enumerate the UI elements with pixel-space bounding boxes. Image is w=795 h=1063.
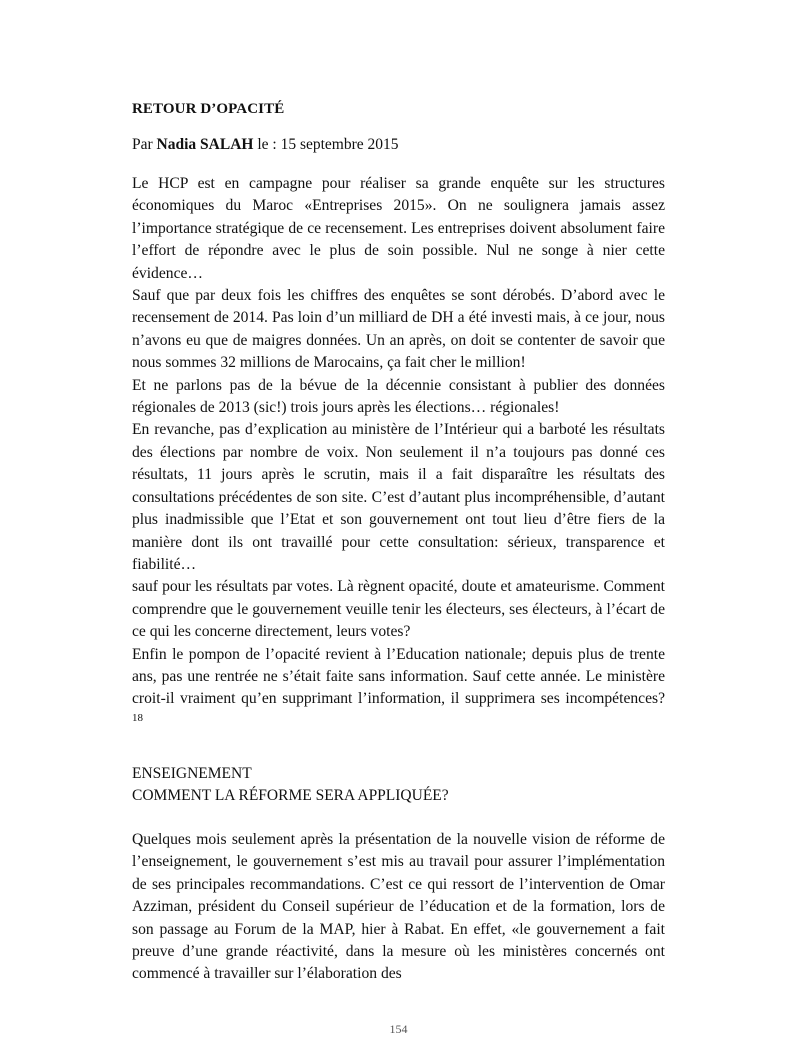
article-paragraph: sauf pour les résultats par votes. Là règnent opacité, doute et amateurisme. Comment comprendre que le gouvernement veuille tenir les électeurs, ses électeurs, à l’écart de ce qui les concerne directement, leurs votes? xyxy=(132,578,665,641)
article-paragraph-last xyxy=(132,644,665,734)
article-paragraph-text: Enfin le pompon de l’opacité revient à l’Education nationale; depuis plus de trente ans, pas une rentrée ne s’était faite sans information. Sauf cette année. Le ministère croit-il vraiment qu’en supprimant l’information, il supprimera ses incompétences? xyxy=(132,645,665,708)
article-paragraph: En revanche, pas d’explication au ministère de l’Intérieur qui a barboté les résultats des élections par nombre de voix. Non seulement il n’a toujours pas donné ces résultats, 11 jours après le scrutin, mais il a fait disparaître les résultats des consultations précédentes de son site. C’est d’autant plus incompréhensible, d’autant plus inadmissible que l’Etat et son gouvernement ont tout lieu d’être fiers de la manière dont ils ont travaillé pour cette consultation: sérieux, transparence et fiabilité… xyxy=(132,421,665,573)
section-heading xyxy=(132,763,449,807)
page-number: 154 xyxy=(389,1022,408,1036)
article-byline xyxy=(132,136,399,154)
article-title: RETOUR D’OPACITÉ xyxy=(132,101,285,117)
footnote-reference: 18 xyxy=(132,711,143,724)
byline-prefix: Par xyxy=(132,136,157,153)
author-name: Nadia SALAH xyxy=(156,136,254,153)
section-body xyxy=(132,829,665,986)
byline-date: le : 15 septembre 2015 xyxy=(253,136,399,153)
article-body xyxy=(132,173,665,733)
section-heading-line-2: COMMENT LA RÉFORME SERA APPLIQUÉE? xyxy=(132,787,449,804)
article-paragraph: Et ne parlons pas de la bévue de la décennie consistant à publier des données régionales de 2013 (sic!) trois jours après les élections… régionales! xyxy=(132,376,665,417)
section-paragraph: Quelques mois seulement après la présentation de la nouvelle vision de réforme de l’enseignement, le gouvernement s’est mis au travail pour assurer l’implémentation de ses principales recommandations. C’est ce qui ressort de l’intervention de Omar Azziman, président du Conseil supérieur de l’éducation et de la formation, lors de son passage au Forum de la MAP, hier à Rabat. En effet, «le gouvernement a fait preuve d’une grande réactivité, dans la mesure où les ministères concernés ont commencé à travailler sur l’élaboration des xyxy=(132,831,665,983)
section-heading-line-1: ENSEIGNEMENT xyxy=(132,765,252,782)
article-paragraph: Le HCP est en campagne pour réaliser sa grande enquête sur les structures économiques du Maroc «Entreprises 2015». On ne soulignera jamais assez l’importance stratégique de ce recensement. Les entreprises doivent absolument faire l’effort de répondre avec le plus de soin possible. Nul ne songe à nier cette évidence… xyxy=(132,175,665,282)
article-paragraph: Sauf que par deux fois les chiffres des enquêtes se sont dérobés. D’abord avec le recensement de 2014. Pas loin d’un milliard de DH a été investi mais, à ce jour, nous n’avons eu que de maigres données. Un an après, on doit se contenter de savoir que nous sommes 32 millions de Marocains, ça fait cher le million! xyxy=(132,287,665,372)
